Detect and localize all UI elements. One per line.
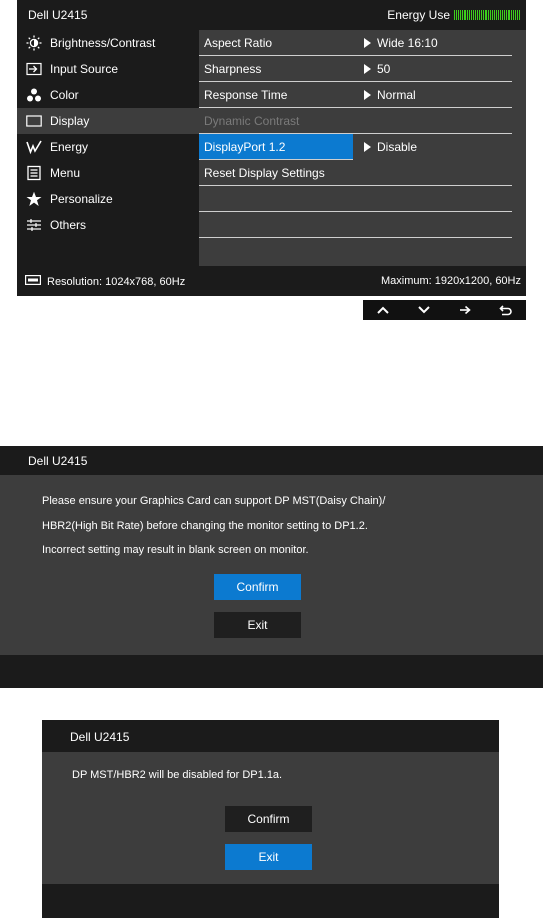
dialog-title: Dell U2415 (28, 454, 88, 468)
nav-item-display[interactable] (17, 108, 199, 134)
monitor-control-buttons (363, 300, 526, 320)
settings-list (199, 30, 353, 266)
others-icon (26, 217, 42, 233)
nav-item-color[interactable] (17, 82, 199, 108)
dp11a-notice-dialog (42, 720, 499, 918)
setting-sharpness[interactable] (199, 56, 353, 82)
star-icon (26, 191, 42, 207)
divider (199, 159, 353, 160)
setting-label: Response Time (204, 88, 288, 102)
energy-use-meter (454, 10, 520, 20)
aspect-ratio-value (353, 30, 512, 56)
play-arrow-icon (364, 64, 371, 74)
value-text: Wide 16:10 (377, 36, 438, 50)
nav-label: Display (50, 114, 90, 128)
setting-label: Sharpness (204, 62, 262, 76)
back-icon[interactable] (496, 300, 516, 320)
osd-display-menu (17, 0, 526, 296)
value-text: 50 (377, 62, 391, 76)
up-icon[interactable] (373, 300, 393, 320)
divider (199, 133, 512, 134)
setting-dynamic-contrast (199, 108, 353, 134)
play-arrow-icon (364, 90, 371, 100)
setting-label: Aspect Ratio (204, 36, 273, 50)
setting-aspect-ratio[interactable] (199, 30, 353, 56)
play-arrow-icon (364, 38, 371, 48)
resolution-text: Resolution: 1024x768, 60Hz (47, 275, 186, 288)
display-icon (26, 113, 42, 129)
osd-sidebar (17, 30, 199, 266)
setting-label: DisplayPort 1.2 (204, 140, 286, 154)
energy-icon (26, 139, 42, 155)
osd-header (17, 0, 526, 30)
sharpness-value (353, 56, 512, 82)
exit-button[interactable]: Exit (214, 612, 301, 638)
play-arrow-icon (364, 142, 371, 152)
setting-response-time[interactable] (199, 82, 353, 108)
setting-label: Reset Display Settings (204, 166, 325, 180)
dialog-header (42, 720, 499, 752)
input-source-icon (26, 61, 42, 77)
resolution-info (25, 275, 185, 288)
exit-button[interactable]: Exit (225, 844, 312, 870)
nav-item-personalize[interactable] (17, 186, 199, 212)
nav-label: Color (50, 88, 79, 102)
response-time-value (353, 82, 512, 108)
osd-footer (17, 266, 526, 296)
nav-label: Energy (50, 140, 89, 154)
energy-use-label: Energy Use (387, 8, 450, 22)
nav-item-others[interactable] (17, 212, 199, 238)
nav-item-menu[interactable] (17, 160, 199, 186)
divider (199, 185, 512, 186)
osd-title: Dell U2415 (28, 8, 88, 22)
confirm-button[interactable]: Confirm (225, 806, 312, 832)
value-text: Disable (377, 140, 418, 154)
dialog-footer (0, 655, 543, 688)
maximum-resolution-text: Maximum: 1920x1200, 60Hz (380, 275, 521, 287)
divider (199, 81, 512, 82)
divider (199, 237, 512, 238)
dialog-footer (42, 884, 499, 918)
warning-line-3: Incorrect setting may result in blank screen on monitor. (42, 544, 309, 556)
dialog-header (0, 446, 543, 475)
settings-values (353, 30, 512, 266)
notice-message: DP MST/HBR2 will be disabled for DP1.1a. (72, 769, 283, 781)
dialog-title: Dell U2415 (70, 730, 130, 744)
dp12-warning-dialog (0, 446, 543, 688)
setting-label: Dynamic Contrast (204, 114, 300, 128)
value-text: Normal (377, 88, 416, 102)
nav-item-input-source[interactable] (17, 56, 199, 82)
nav-label: Personalize (50, 192, 113, 206)
brightness-icon (26, 35, 42, 51)
setting-displayport-1-2[interactable] (199, 134, 353, 160)
displayport-1-2-value[interactable] (353, 134, 512, 160)
color-icon (26, 87, 42, 103)
warning-line-1: Please ensure your Graphics Card can support DP MST(Daisy Chain)/ (42, 495, 386, 507)
right-arrow-icon[interactable] (455, 300, 475, 320)
nav-label: Input Source (50, 62, 119, 76)
keyboard-icon (25, 275, 41, 288)
nav-label: Others (50, 218, 87, 232)
nav-label: Menu (50, 166, 81, 180)
warning-line-2: HBR2(High Bit Rate) before changing the monitor setting to DP1.2. (42, 520, 368, 532)
down-icon[interactable] (414, 300, 434, 320)
divider (199, 107, 512, 108)
nav-item-brightness-contrast[interactable] (17, 30, 199, 56)
nav-item-energy[interactable] (17, 134, 199, 160)
menu-icon (26, 165, 42, 181)
divider (199, 55, 512, 56)
nav-label: Brightness/Contrast (50, 36, 156, 50)
setting-reset-display-settings[interactable] (199, 160, 353, 186)
confirm-button[interactable]: Confirm (214, 574, 301, 600)
divider (199, 211, 512, 212)
